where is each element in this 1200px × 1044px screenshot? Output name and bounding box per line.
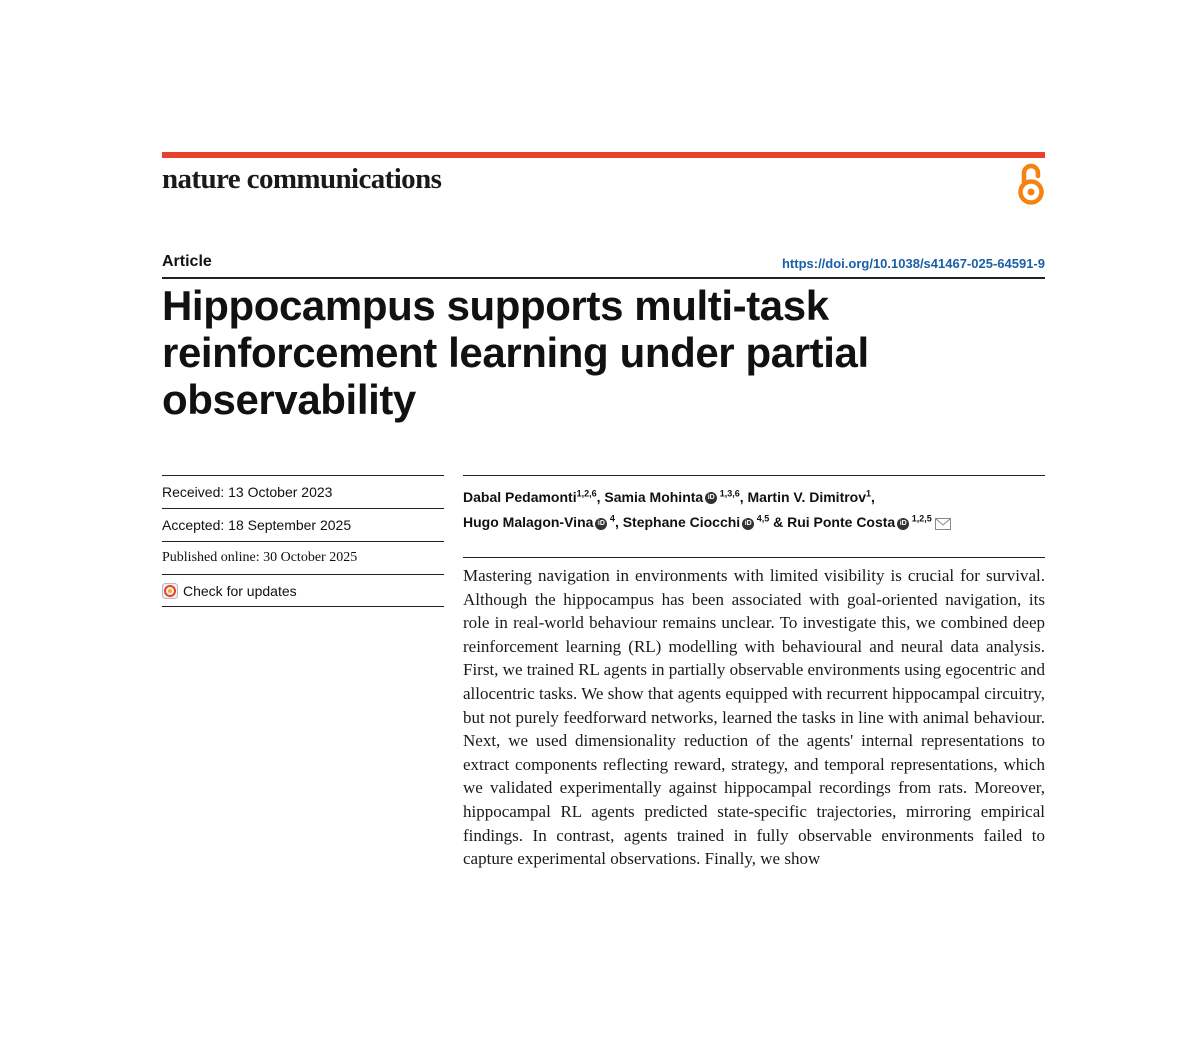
open-access-icon [1016, 162, 1046, 206]
author-separator: , [596, 488, 605, 505]
author-separator: , [871, 488, 875, 505]
author-name[interactable]: Martin V. Dimitrov [747, 488, 867, 505]
author-name[interactable]: Samia Mohinta [604, 488, 704, 505]
dates-panel [162, 475, 444, 607]
author-item [787, 514, 932, 530]
header-divider [162, 277, 1045, 279]
check-updates-label: Check for updates [183, 582, 297, 599]
author-list [463, 482, 1045, 533]
author-affiliation: 4 [607, 513, 615, 524]
author-affiliation: 1,2,6 [576, 488, 597, 498]
article-title: Hippocampus supports multi-task reinforcement learning under partial observability [162, 282, 869, 423]
author-affiliation: 1 [866, 488, 872, 498]
orcid-icon[interactable]: iD [705, 492, 717, 504]
author-affiliation: 1,2,5 [909, 513, 932, 524]
received-date: Received: 13 October 2023 [162, 475, 444, 508]
author-item [604, 489, 747, 505]
author-separator: & [769, 514, 788, 531]
abstract-text: Mastering navigation in environments with limited visibility is crucial for survival. Although the hippocampus has been associated with goal-oriented navigation, its role in real-world behaviour remains unclear. To investigate this, we combined deep reinforcement learning (RL) modelling with behavioural and neural data analysis. First, we trained RL agents in partially observable environments using egocentric and allocentric tasks. We show that agents equipped with recurrent hippocampal circuitry, but not purely feedforward networks, learned the tasks in line with animal behaviour. Next, we used dimensionality reduction of the agents' internal representations to extract components reflecting reward, strategy, and temporal representations, which we validated experimentally against hippocampal recordings from rats. Moreover, hippocampal RL agents predicted state-specific trajectories, mirroring empirical findings. In contrast, agents trained in fully observable environments failed to capture experimental observations. Finally, we show [463, 566, 1045, 869]
email-icon[interactable] [935, 518, 951, 530]
author-separator: , [739, 488, 748, 505]
author-name[interactable]: Dabal Pedamonti [463, 488, 577, 505]
article-type-label: Article [162, 253, 212, 270]
orcid-icon[interactable]: iD [897, 518, 909, 530]
author-item [623, 514, 787, 530]
author-item [748, 489, 875, 505]
orcid-icon[interactable]: iD [742, 518, 754, 530]
doi-link[interactable]: https://doi.org/10.1038/s41467-025-64591-9 [781, 256, 1045, 271]
author-item [463, 514, 623, 530]
author-name[interactable]: Stephane Ciocchi [622, 514, 741, 531]
author-separator: , [614, 514, 623, 531]
accepted-date: Accepted: 18 September 2025 [162, 508, 444, 541]
authors-panel [463, 475, 1045, 533]
journal-name[interactable]: nature communications [162, 163, 442, 195]
author-affiliation: 4,5 [754, 513, 770, 524]
journal-header-bar [162, 152, 1045, 158]
published-date: Published online: 30 October 2025 [162, 541, 444, 574]
abstract-divider [463, 557, 1045, 558]
author-name[interactable]: Hugo Malagon-Vina [463, 514, 594, 531]
author-name[interactable]: Rui Ponte Costa [787, 514, 896, 531]
check-updates-button[interactable] [162, 574, 444, 607]
author-affiliation: 1,3,6 [717, 488, 740, 498]
authors-divider [463, 475, 1045, 476]
author-item [463, 489, 604, 505]
check-updates-icon [162, 583, 178, 599]
orcid-icon[interactable]: iD [595, 518, 607, 530]
